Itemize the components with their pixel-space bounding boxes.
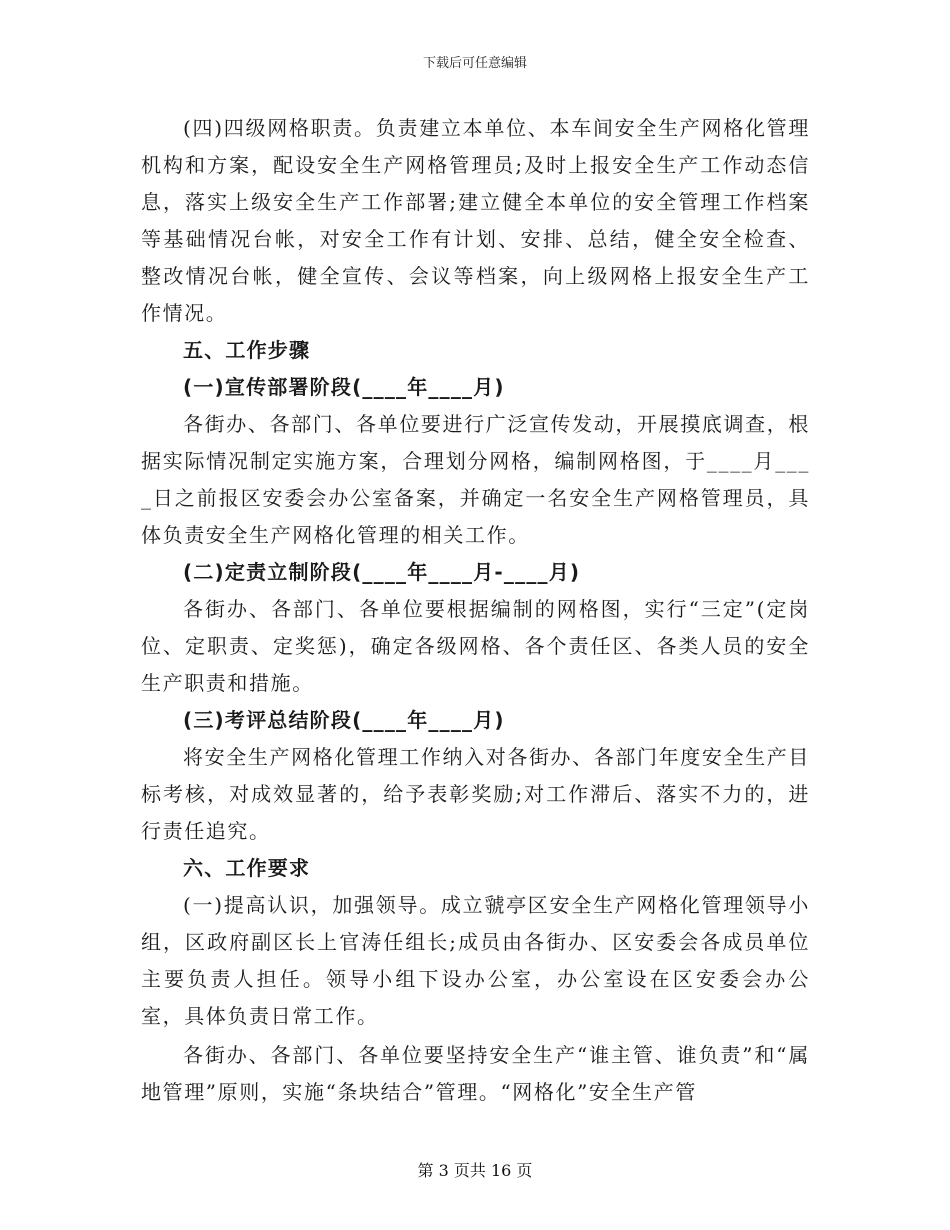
- paragraph-level4-grid-duties: (四)四级网格职责。负责建立本单位、本车间安全生产网格化管理机构和方案，配设安全生产网格管理员;及时上报安全生产工作动态信息，落实上级安全生产工作部署;建立健全本单位的安全管理工作档案等基础情况台帐，对安全工作有计划、安排、总结，健全安全检查、整改情况台帐，健全宣传、会议等档案，向上级网格上报安全生产工作情况。: [141, 116, 810, 325]
- paragraph-principles: 各街办、各部门、各单位要坚持安全生产“谁主管、谁负责”和“属地管理”原则，实施“条块结合”管理。“网格化”安全生产管: [141, 1043, 810, 1104]
- subheading-evaluation-phase: (三)考评总结阶段(____年____月): [183, 708, 505, 732]
- subheading-publicity-phase: (一)宣传部署阶段(____年____月): [183, 375, 505, 399]
- paragraph-leadership: (一)提高认识，加强领导。成立虢亭区安全生产网格化管理领导小组，区政府副区长上官涛任组长;成员由各街办、区安委会各成员单位主要负责人担任。领导小组下设办公室，办公室设在区安委会办公室，具体负责日常工作。: [141, 893, 810, 1028]
- paragraph-responsibility-phase: 各街办、各部门、各单位要根据编制的网格图，实行“三定”(定岗位、定职责、定奖惩)，确定各级网格、各个责任区、各类人员的安全生产职责和措施。: [141, 597, 810, 695]
- subheading-responsibility-phase: (二)定责立制阶段(____年____月-____月): [183, 560, 581, 584]
- paragraph-publicity-phase: 各街办、各部门、各单位要进行广泛宣传发动，开展摸底调查，根据实际情况制定实施方案，合理划分网格，编制网格图，于____月____日之前报区安委会办公室备案，并确定一名安全生产网格管理员，具体负责安全生产网格化管理的相关工作。: [141, 412, 810, 547]
- document-body: [141, 110, 810, 1111]
- section-heading-work-steps: 五、工作步骤: [183, 338, 311, 362]
- page-header: 下载后可任意编辑: [422, 56, 527, 71]
- paragraph-evaluation-phase: 将安全生产网格化管理工作纳入对各街办、各部门年度安全生产目标考核，对成效显著的，给予表彰奖励;对工作滞后、落实不力的，进行责任追究。: [141, 745, 810, 843]
- page-footer: 第 3 页共 16 页: [417, 1161, 533, 1180]
- section-heading-work-requirements: 六、工作要求: [183, 856, 311, 880]
